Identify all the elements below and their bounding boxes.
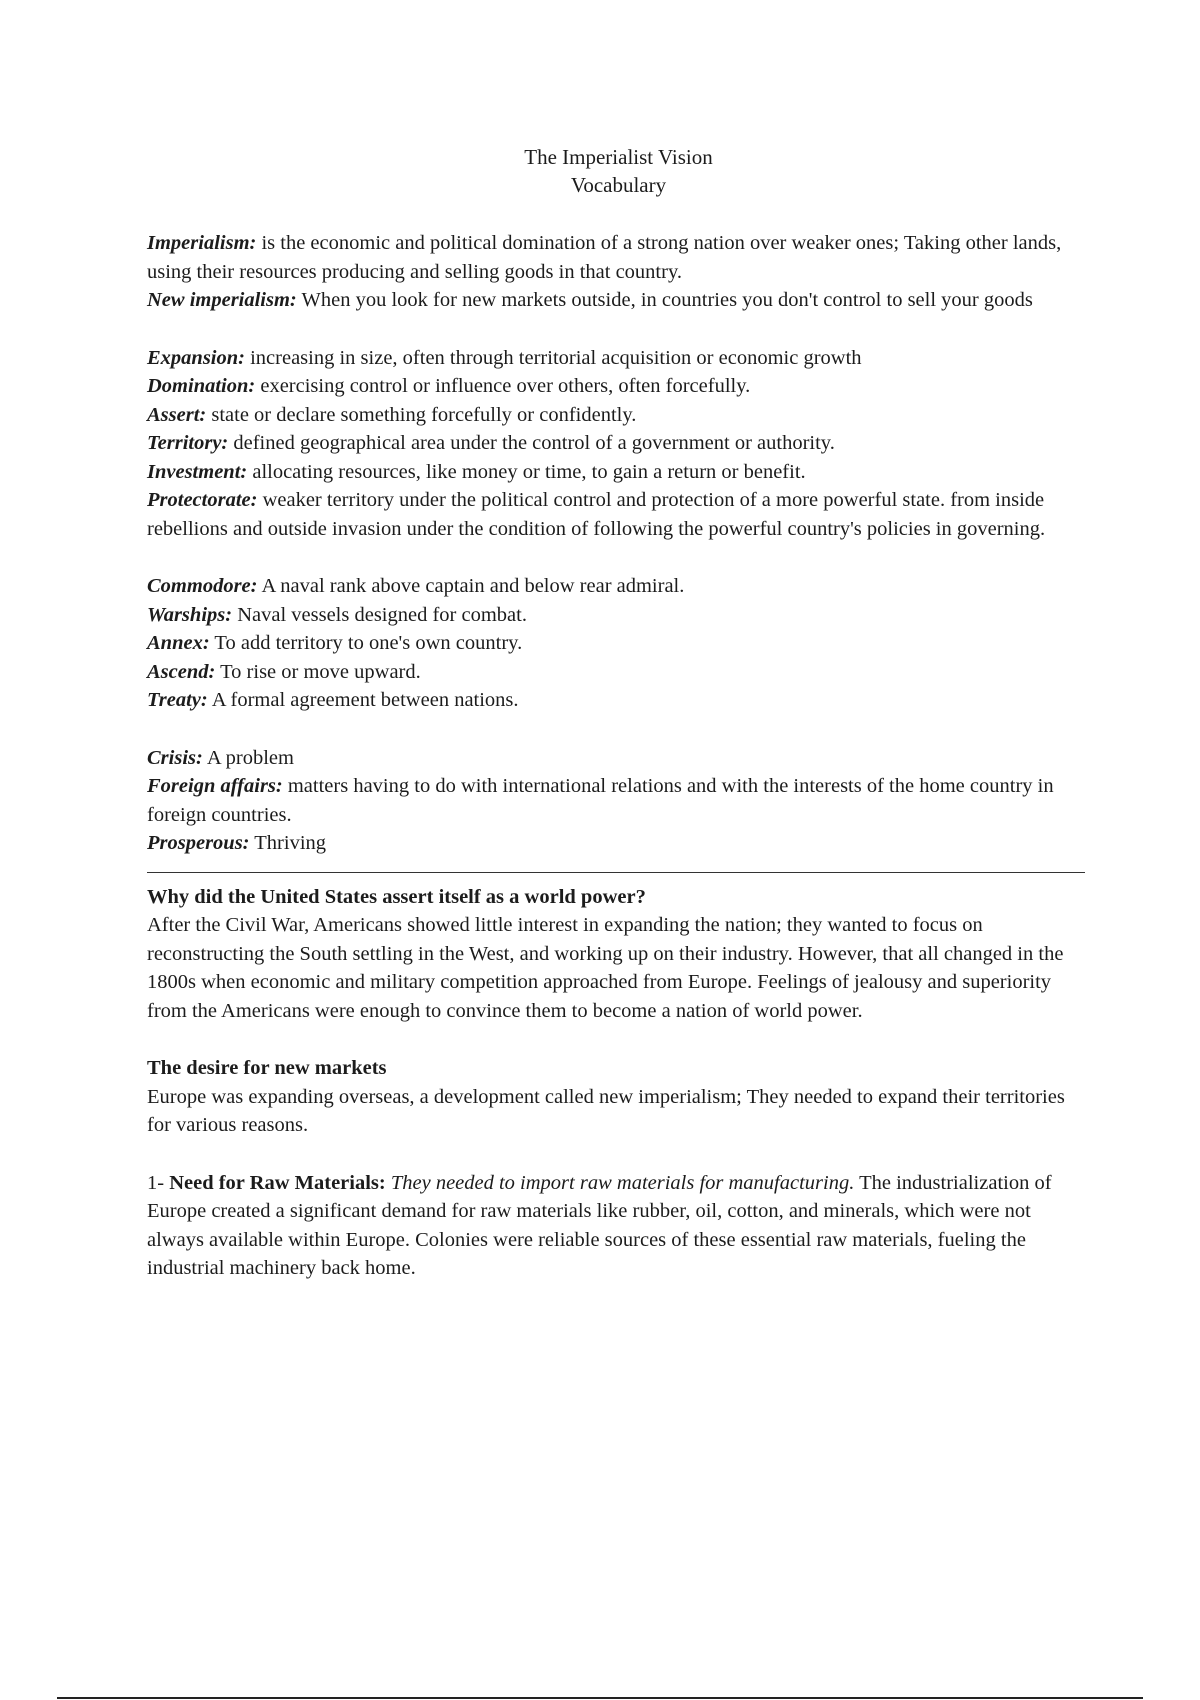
vocab-term: Prosperous: — [147, 832, 250, 854]
vocab-definition: Thriving — [249, 832, 327, 854]
vocab-entry — [147, 829, 1085, 858]
vocab-entry — [147, 629, 1085, 658]
section-paragraph: Europe was expanding overseas, a development called new imperialism; They needed to expand their territories for various reasons. — [147, 1085, 1065, 1136]
raw-materials-point — [147, 1169, 1085, 1283]
vocab-term: Protectorate: — [147, 489, 258, 511]
point-number: 1- — [147, 1171, 170, 1194]
vocab-definition: Naval vessels designed for combat. — [232, 603, 527, 626]
vocab-entry — [147, 486, 1085, 543]
footer-rule — [57, 1697, 1143, 1699]
vocab-entry — [147, 229, 1085, 286]
section-divider — [147, 872, 1085, 873]
vocab-definition: A naval rank above captain and below rear admiral. — [257, 575, 685, 597]
vocab-term: Annex: — [147, 632, 210, 654]
vocab-definition: When you look for new markets outside, in countries you don't control to sell your goods — [296, 289, 1033, 311]
vocab-term: Ascend: — [147, 660, 216, 683]
vocab-definition: allocating resources, like money or time, to gain a return or benefit. — [247, 460, 806, 483]
vocab-entry — [147, 686, 1085, 715]
vocab-entry — [147, 344, 1085, 373]
vocab-term: Domination: — [147, 375, 256, 397]
vocab-term: Expansion: — [147, 346, 245, 369]
vocab-entry — [147, 658, 1085, 687]
vocab-definition: A formal agreement between nations. — [207, 689, 519, 711]
vocab-group-3 — [147, 572, 1085, 715]
spacer — [147, 1025, 1085, 1054]
vocab-definition: increasing in size, often through territorial acquisition or economic growth — [244, 346, 862, 369]
section-heading: The desire for new markets — [147, 1057, 387, 1079]
vocab-entry — [147, 372, 1085, 401]
vocab-term: New imperialism: — [147, 289, 297, 311]
document-body — [147, 229, 1085, 1283]
section-new-markets — [147, 1054, 1085, 1140]
spacer — [147, 543, 1085, 572]
point-body: The industrialization of Europe created a significant demand for raw materials like rubber, oil, cotton, and minerals, which were not always available within Europe. Colonies were reliable sources of these essential raw materials, fueling the industrial machinery back home. — [147, 1171, 1052, 1279]
vocab-definition: A problem — [202, 746, 294, 769]
vocab-entry — [147, 286, 1085, 315]
vocab-term: Assert: — [147, 403, 207, 426]
point-italic: They needed to import raw materials for manufacturing. — [390, 1171, 855, 1194]
vocab-term: Commodore: — [147, 575, 258, 597]
vocab-entry — [147, 572, 1085, 601]
vocab-definition: exercising control or influence over others, often forcefully. — [255, 375, 751, 397]
vocab-term: Imperialism: — [147, 232, 257, 254]
vocab-definition: matters having to do with international relations and with the interests of the home country in foreign countries. — [147, 775, 1054, 826]
vocab-entry — [147, 401, 1085, 430]
page-subtitle: Vocabulary — [570, 173, 667, 197]
vocab-definition: weaker territory under the political control and protection of a more powerful state. from inside rebellions and outside invasion under the condition of following the powerful country's policies in governing. — [147, 489, 1046, 540]
spacer — [147, 715, 1085, 744]
title-block — [0, 143, 1200, 199]
vocab-entry — [147, 458, 1085, 487]
vocab-definition: state or declare something forcefully or confidently. — [206, 403, 637, 426]
vocab-term: Territory: — [147, 432, 229, 454]
vocab-term: Crisis: — [147, 746, 203, 769]
point-label: Need for Raw Materials: — [169, 1171, 386, 1194]
section-paragraph: After the Civil War, Americans showed little interest in expanding the nation; they wanted to focus on reconstructing the South settling in the West, and working up on their industry. However, that all changed in the 1800s when economic and military competition approached from Europe. Feelings of jealousy and superiority from the Americans were enough to convince them to become a nation of world power. — [147, 914, 1064, 1022]
vocab-group-4 — [147, 744, 1085, 858]
vocab-entry — [147, 429, 1085, 458]
page-title: The Imperialist Vision — [524, 145, 713, 169]
vocab-definition: defined geographical area under the control of a government or authority. — [228, 432, 835, 454]
section-world-power — [147, 883, 1085, 1026]
vocab-entry — [147, 601, 1085, 630]
vocab-term: Warships: — [147, 603, 233, 626]
vocab-group-2 — [147, 344, 1085, 544]
section-heading: Why did the United States assert itself as a world power? — [147, 885, 646, 908]
vocab-entry — [147, 772, 1085, 829]
spacer — [147, 315, 1085, 344]
vocab-definition: is the economic and political domination of a strong nation over weaker ones; Taking other lands, using their resources producing and selling goods in that country. — [147, 232, 1062, 283]
vocab-term: Treaty: — [147, 689, 208, 711]
vocab-term: Investment: — [147, 460, 248, 483]
spacer — [147, 1140, 1085, 1169]
vocab-term: Foreign affairs: — [147, 775, 283, 797]
vocab-entry — [147, 744, 1085, 773]
vocab-definition: To add territory to one's own country. — [209, 632, 523, 654]
vocab-definition: To rise or move upward. — [215, 660, 421, 683]
vocab-group-1 — [147, 229, 1085, 315]
